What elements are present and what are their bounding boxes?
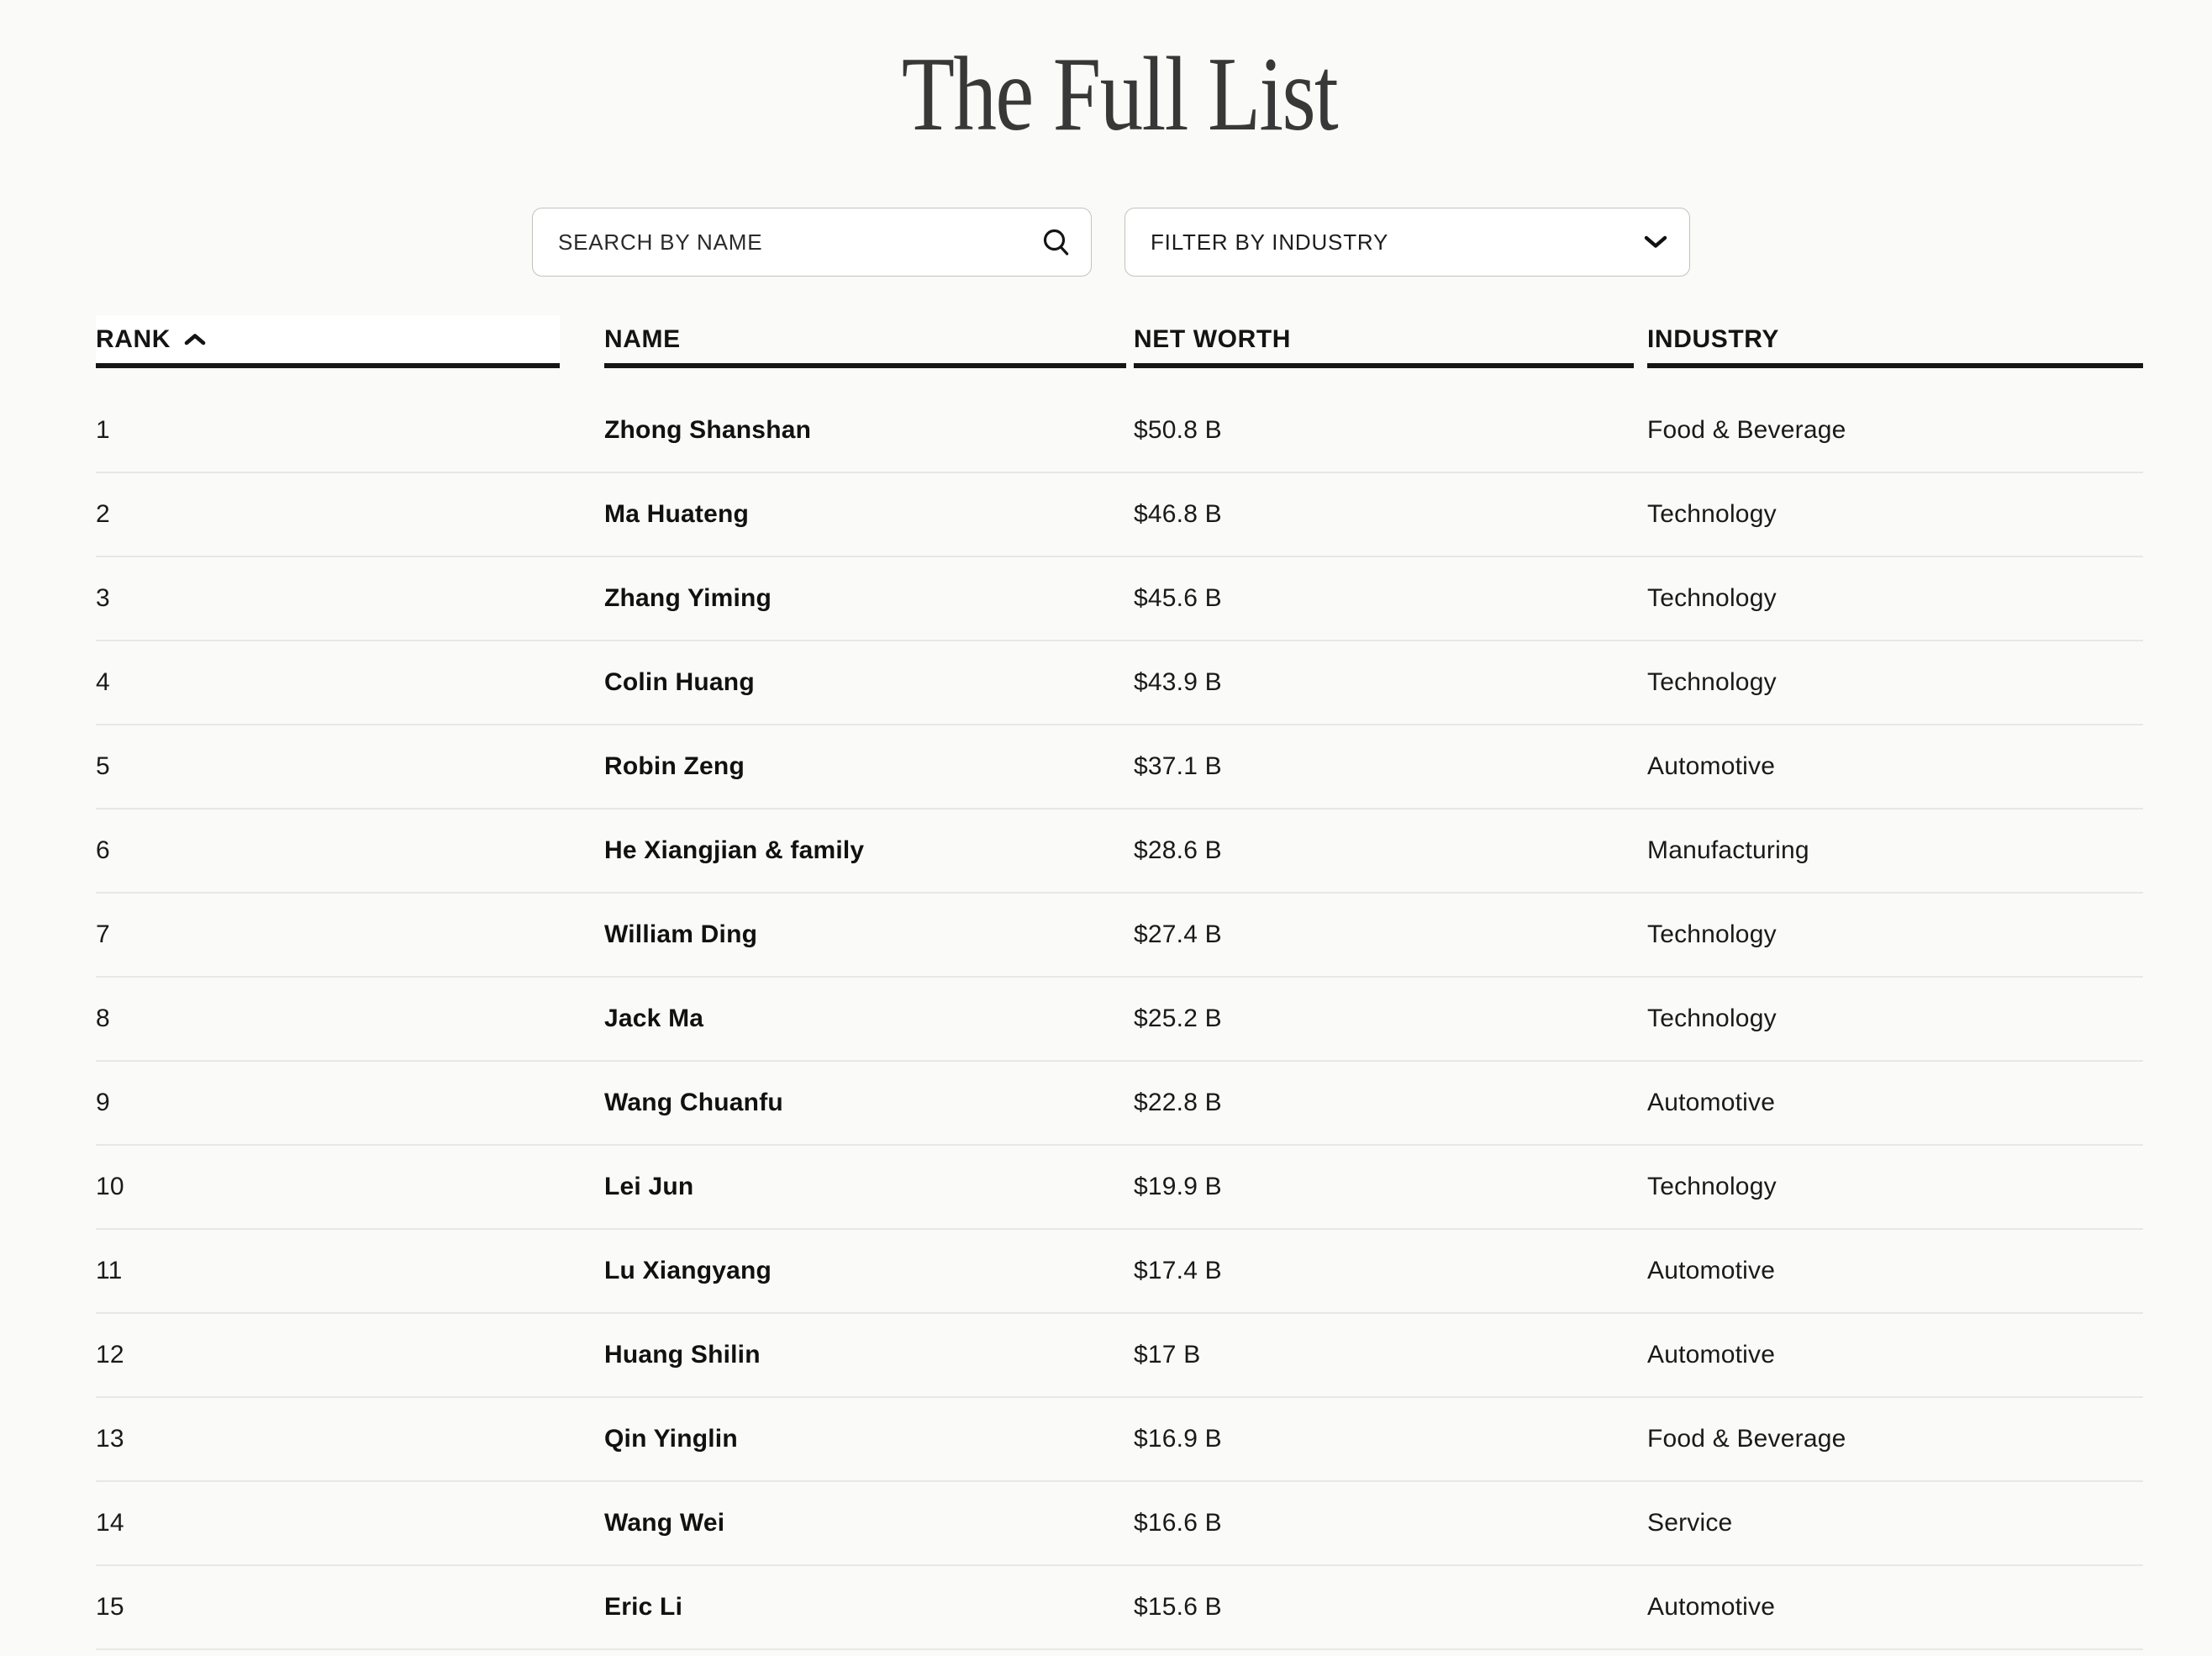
table-row	[96, 894, 2143, 978]
net-worth-cell: $22.8 B	[1134, 1089, 1222, 1116]
industry-filter-dropdown[interactable]	[1124, 208, 1690, 277]
name-cell: Wang Chuanfu	[604, 1089, 783, 1116]
industry-header-label: INDUSTRY	[1647, 324, 1780, 353]
industry-cell: Automotive	[1647, 1257, 1776, 1284]
page-title-text: The Full List	[901, 36, 1338, 153]
net-worth-cell: $17.4 B	[1134, 1257, 1222, 1284]
rank-cell: 1	[96, 416, 110, 444]
industry-cell: Food & Beverage	[1647, 1425, 1846, 1453]
rank-cell: 14	[96, 1509, 124, 1537]
rank-cell: 9	[96, 1089, 110, 1116]
name-cell: William Ding	[604, 920, 758, 948]
rank-cell: 3	[96, 584, 110, 612]
net-worth-cell: $19.9 B	[1134, 1173, 1222, 1200]
table-row	[96, 1146, 2143, 1230]
industry-cell: Service	[1647, 1509, 1733, 1537]
table-row	[96, 1062, 2143, 1146]
net-worth-cell: $50.8 B	[1134, 416, 1222, 444]
rank-cell: 10	[96, 1173, 124, 1200]
net-worth-cell: $15.6 B	[1134, 1593, 1222, 1621]
column-header-name[interactable]	[604, 315, 1126, 368]
name-header-label: NAME	[604, 324, 681, 353]
name-cell: Lu Xiangyang	[604, 1257, 772, 1284]
name-cell: Huang Shilin	[604, 1341, 761, 1369]
industry-cell: Technology	[1647, 668, 1777, 696]
table-row	[96, 810, 2143, 894]
rank-cell: 2	[96, 500, 110, 528]
table-row	[96, 1566, 2143, 1650]
column-header-industry[interactable]	[1647, 315, 2143, 368]
net-worth-cell: $16.9 B	[1134, 1425, 1222, 1453]
name-cell: Wang Wei	[604, 1509, 725, 1537]
industry-cell: Manufacturing	[1647, 836, 1809, 864]
industry-cell: Technology	[1647, 584, 1777, 612]
table-row	[96, 978, 2143, 1062]
table-row	[96, 557, 2143, 641]
net-worth-cell: $43.9 B	[1134, 668, 1222, 696]
industry-cell: Automotive	[1647, 1593, 1776, 1621]
net-worth-cell: $37.1 B	[1134, 752, 1222, 780]
net-worth-cell: $17 B	[1134, 1341, 1201, 1369]
industry-cell: Technology	[1647, 920, 1777, 948]
table-row	[96, 1482, 2143, 1566]
name-cell: Colin Huang	[604, 668, 755, 696]
industry-cell: Food & Beverage	[1647, 416, 1846, 444]
industry-cell: Automotive	[1647, 752, 1776, 780]
rank-header-label: RANK	[96, 324, 171, 353]
search-icon	[1040, 225, 1073, 259]
industry-cell: Automotive	[1647, 1089, 1776, 1116]
rank-cell: 6	[96, 836, 110, 864]
column-header-rank[interactable]	[96, 315, 560, 368]
net-worth-cell: $45.6 B	[1134, 584, 1222, 612]
industry-cell: Technology	[1647, 1005, 1777, 1032]
full-list-table	[96, 315, 2143, 1650]
rank-cell: 13	[96, 1425, 124, 1453]
name-cell: He Xiangjian & family	[604, 836, 865, 864]
table-body	[96, 368, 2143, 1650]
net-worth-cell: $16.6 B	[1134, 1509, 1222, 1537]
net-worth-header-label: NET WORTH	[1134, 324, 1292, 353]
rank-cell: 15	[96, 1593, 124, 1621]
table-row	[96, 641, 2143, 725]
name-cell: Qin Yinglin	[604, 1425, 738, 1453]
name-cell: Jack Ma	[604, 1005, 704, 1032]
table-row	[96, 389, 2143, 473]
rank-cell: 5	[96, 752, 110, 780]
name-cell: Eric Li	[604, 1593, 683, 1621]
name-cell: Lei Jun	[604, 1173, 694, 1200]
search-input[interactable]	[532, 208, 1092, 277]
rank-cell: 8	[96, 1005, 110, 1032]
net-worth-cell: $25.2 B	[1134, 1005, 1222, 1032]
table-row	[96, 1314, 2143, 1398]
rank-cell: 12	[96, 1341, 124, 1369]
rank-cell: 7	[96, 920, 110, 948]
industry-cell: Technology	[1647, 500, 1777, 528]
name-cell: Zhong Shanshan	[604, 416, 812, 444]
industry-filter-label: FILTER BY INDUSTRY	[1151, 229, 1389, 255]
table-row	[96, 725, 2143, 810]
net-worth-cell: $28.6 B	[1134, 836, 1222, 864]
table-row	[96, 1230, 2143, 1314]
name-cell: Robin Zeng	[604, 752, 745, 780]
name-cell: Zhang Yiming	[604, 584, 772, 612]
chevron-down-icon	[1644, 235, 1667, 249]
name-cell: Ma Huateng	[604, 500, 750, 528]
industry-cell: Technology	[1647, 1173, 1777, 1200]
page-title	[96, 36, 2143, 153]
table-row	[96, 1398, 2143, 1482]
table-row	[96, 473, 2143, 557]
column-header-net-worth[interactable]	[1134, 315, 1634, 368]
rank-cell: 11	[96, 1257, 123, 1284]
search-box	[532, 208, 1092, 277]
rank-cell: 4	[96, 668, 110, 696]
table-header-row	[96, 315, 2143, 368]
net-worth-cell: $27.4 B	[1134, 920, 1222, 948]
sort-ascending-icon	[184, 333, 206, 345]
industry-cell: Automotive	[1647, 1341, 1776, 1369]
net-worth-cell: $46.8 B	[1134, 500, 1222, 528]
